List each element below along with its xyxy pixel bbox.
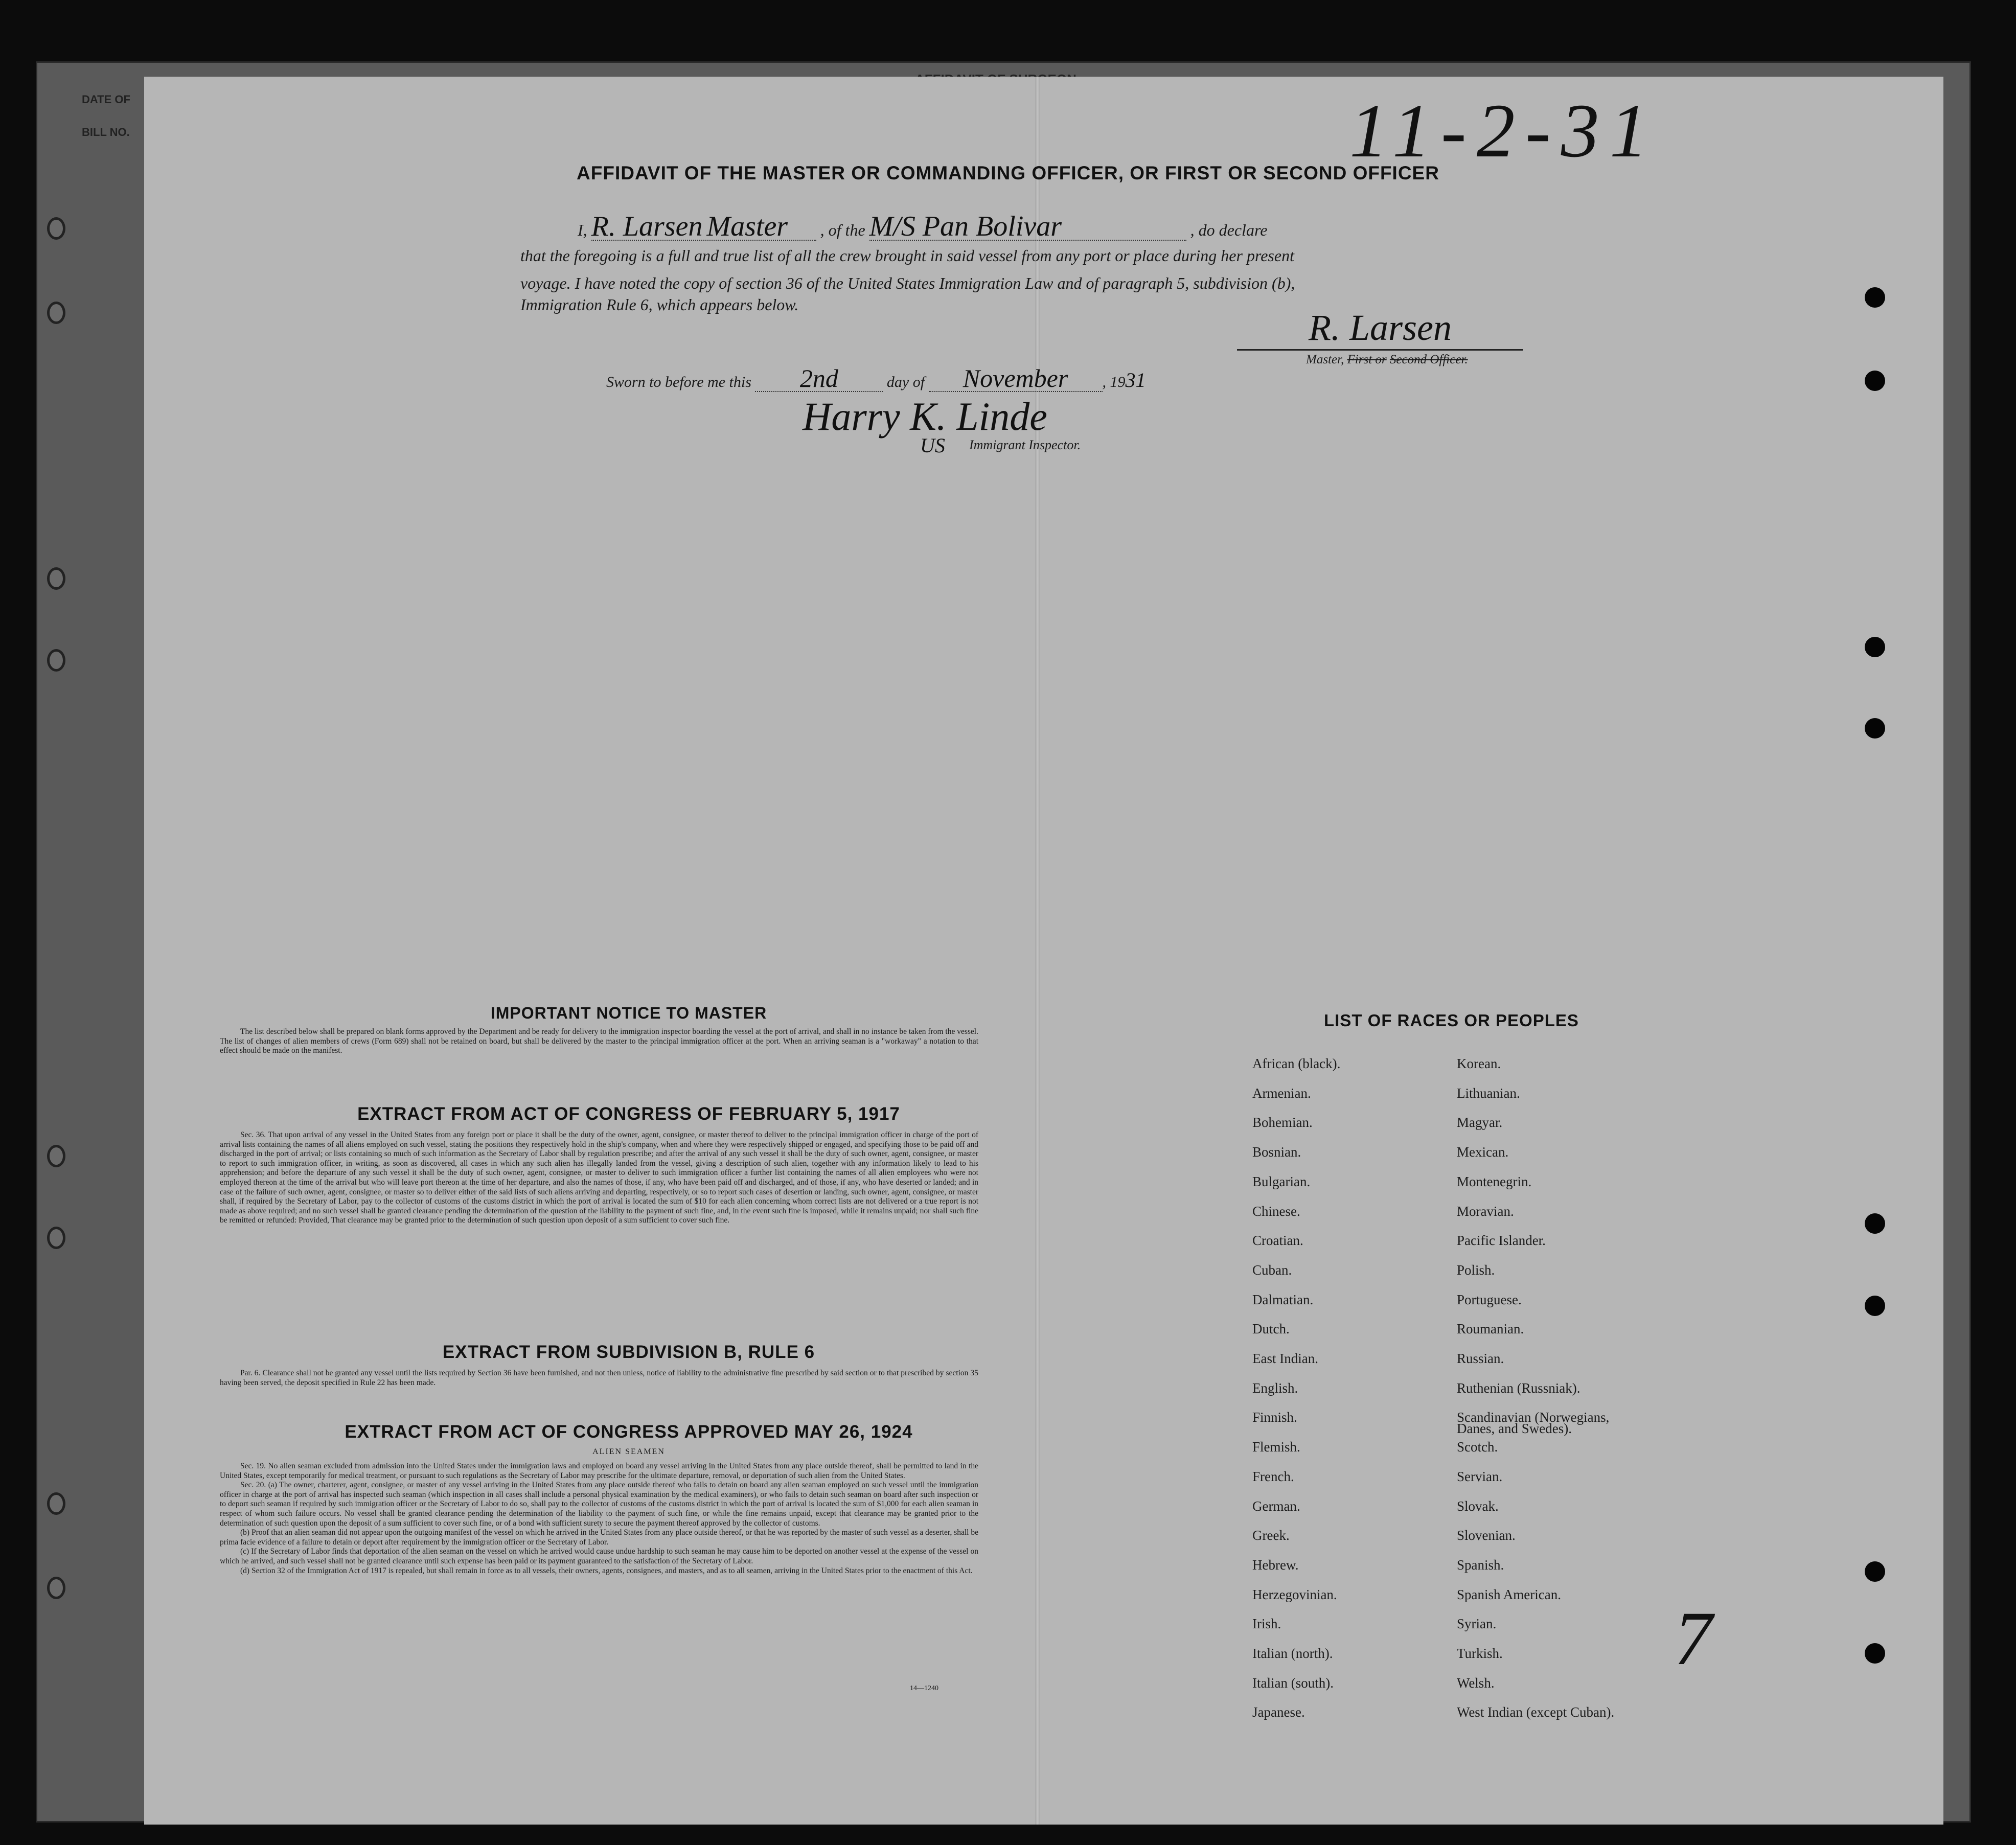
extract-1924-heading: EXTRACT FROM ACT OF CONGRESS APPROVED MAY 26, 1924 bbox=[345, 1422, 913, 1442]
punch-hole bbox=[1865, 1643, 1885, 1664]
master-signature: R. Larsen bbox=[1237, 307, 1523, 351]
race-item: Dalmatian. bbox=[1252, 1292, 1314, 1307]
day-of-label: day of bbox=[886, 374, 925, 390]
underlying-page-label-bill: BILL NO. bbox=[82, 126, 130, 139]
extract-1924-sec20b: (b) Proof that an alien seaman did not appear upon the outgoing manifest of the vessel on which he arrived in the United States from any place outside thereof, or that he was reported by the master of such vessel as a deserter, shall be prima facie evidence of a failure to detain or deport after requirement by the immigration officer or the Secretary of Labor. bbox=[220, 1528, 978, 1547]
underlying-page-label-date: DATE OF bbox=[82, 93, 130, 106]
handwritten-name: R. Larsen bbox=[591, 211, 703, 242]
sworn-label: Sworn to before me this bbox=[606, 374, 751, 390]
second-officer-label: Second Officer. bbox=[1389, 353, 1468, 366]
race-item: Armenian. bbox=[1252, 1086, 1311, 1101]
race-item: Lithuanian. bbox=[1457, 1086, 1520, 1101]
vessel-blank bbox=[869, 211, 1186, 242]
race-item: Spanish. bbox=[1457, 1557, 1504, 1573]
race-item: Herzegovinian. bbox=[1252, 1587, 1337, 1602]
extract-1917-block bbox=[220, 1131, 978, 1226]
punch-hole bbox=[47, 217, 65, 240]
race-item: Servian. bbox=[1457, 1469, 1503, 1484]
extract-1924-subheading: ALIEN SEAMEN bbox=[592, 1447, 665, 1456]
race-item: Turkish. bbox=[1457, 1646, 1503, 1661]
day-blank bbox=[755, 364, 883, 393]
race-item: Magyar. bbox=[1457, 1115, 1503, 1130]
race-item: French. bbox=[1252, 1469, 1294, 1484]
race-item: German. bbox=[1252, 1498, 1300, 1514]
punch-hole bbox=[47, 1492, 65, 1515]
affidavit-line-1 bbox=[578, 211, 1268, 242]
race-item: Polish. bbox=[1457, 1262, 1495, 1278]
punch-hole bbox=[1865, 1561, 1885, 1582]
extract-rule6-block bbox=[220, 1369, 978, 1388]
race-item: Spanish American. bbox=[1457, 1587, 1561, 1602]
race-item: Slovak. bbox=[1457, 1498, 1499, 1514]
race-item: Cuban. bbox=[1252, 1262, 1292, 1278]
extract-1924-block bbox=[220, 1462, 978, 1576]
handwritten-role: Master bbox=[706, 211, 788, 242]
officer-title-label bbox=[1306, 353, 1468, 367]
form-number: 14—1240 bbox=[910, 1685, 938, 1692]
month-blank bbox=[929, 364, 1103, 393]
extract-1924-sec20a: Sec. 20. (a) The owner, charterer, agent, consignee, or master of any vessel arriving in the United States from any place outside thereof who fails to detain on board any alien seaman employed on such vessel until the immigration officer in charge at the port of arrival has inspected such seaman (which inspection in all cases shall include a personal physical examination by the medical examiners), or who fails to detain such seaman on board after such inspection or to deport such seaman if required by such immigration officer or the Secretary of Labor to do so, shall pay to the collector of customs of the customs district in which the port of arrival is located the sum of $1,000 for each alien seaman in respect of whom such failure occurs. No vessel shall be granted clearance pending the determination of the liability to the payment of such fine, or while the fine remains unpaid, except that clearance may be granted prior to the determination of such question upon the deposit of a sum sufficient to cover such fine, or of a bond with sufficient surety to secure the payment thereof approved by the collector of customs. bbox=[220, 1481, 978, 1528]
race-item: West Indian (except Cuban). bbox=[1457, 1704, 1615, 1720]
race-item: Montenegrin. bbox=[1457, 1174, 1532, 1189]
race-item: Italian (north). bbox=[1252, 1646, 1333, 1661]
race-item: Moravian. bbox=[1457, 1204, 1514, 1219]
race-item: Croatian. bbox=[1252, 1233, 1303, 1248]
notice-heading: IMPORTANT NOTICE TO MASTER bbox=[490, 1004, 767, 1022]
fold-line bbox=[1035, 77, 1040, 1825]
inspector-initials: US bbox=[920, 434, 945, 457]
master-label: Master, bbox=[1306, 353, 1344, 366]
punch-hole bbox=[1865, 637, 1885, 657]
handwritten-vessel: M/S Pan Bolivar bbox=[869, 211, 1062, 242]
race-item: Roumanian. bbox=[1457, 1321, 1524, 1336]
race-item: Dutch. bbox=[1252, 1321, 1290, 1336]
race-item: Italian (south). bbox=[1252, 1675, 1334, 1691]
year-prefix: , 19 bbox=[1102, 374, 1126, 390]
extract-1924-sec20d: (d) Section 32 of the Immigration Act of 1917 is repealed, but shall remain in force as to all vessels, their owners, agents, consignees, and masters, and as to all seamen, arriving in the United States prior to the enactment of this Act. bbox=[240, 1566, 973, 1575]
punch-hole bbox=[47, 302, 65, 324]
notice-text-block bbox=[220, 1027, 978, 1056]
margin-mark: 7 bbox=[1674, 1596, 1712, 1681]
race-item: Ruthenian (Russniak). bbox=[1457, 1380, 1580, 1396]
punch-hole bbox=[47, 1227, 65, 1249]
extract-1917-text: Sec. 36. That upon arrival of any vessel in the United States from any foreign port or place it shall be the duty of the owner, agent, consignee, or master thereof to deliver to the principal immigration officer in charge of the port of arrival lists containing the names of all aliens employed on such vessel, stating the positions they respectively hold in the ship's company, when and where they were respectively shipped or engaged, and specifying those to be paid off and discharged in the port of arrival; or lists containing so much of such information as the Secretary of Labor shall by regulation prescribe; and after the arrival of any such vessel it shall be the duty of such owner, agent, consignee, or master to report to such immigration officer, in writing, as soon as discovered, all cases in which any such alien has illegally landed from the vessel, giving a description of such alien, together with any information likely to lead to his apprehension; and before the departure of any such vessel it shall be the duty of such owner, agent, consignee, or master to deliver to such immigration officer a further list containing the names of all alien employees who were not employed thereon at the time of the arrival but who will leave port thereon at the time of her departure, and also the names of those, if any, who have been paid off and discharged, and of those, if any, who have deserted or landed; and in case of the failure of such owner, agent, consignee, or master so to deliver either of the said lists of such aliens arriving and departing, respectively, or so to report such cases of desertion or landing, such owner, agent, consignee, or master shall, if required by the Secretary of Labor, pay to the collector of customs of the customs district in which the port of arrival is located the sum of $10 for each alien concerning whom correct lists are not delivered or a true report is not made as above required; and no such vessel shall be granted clearance pending the determination of the question of the liability to the payment of such fine, and, in the event such fine is imposed, while it remains unpaid; nor shall such fine be remitted or refunded: Provided, That clearance may be granted prior to the determination of such question upon deposit of a sum sufficient to cover such fine. bbox=[220, 1131, 978, 1225]
punch-hole bbox=[1865, 1296, 1885, 1316]
punch-hole bbox=[1865, 1213, 1885, 1234]
of-the-label: , of the bbox=[820, 221, 865, 239]
affidavit-line-4: Immigration Rule 6, which appears below. bbox=[520, 295, 799, 314]
punch-hole bbox=[1865, 718, 1885, 739]
race-item: Chinese. bbox=[1252, 1204, 1300, 1219]
race-item: Syrian. bbox=[1457, 1616, 1497, 1631]
extract-rule6-heading: EXTRACT FROM SUBDIVISION B, RULE 6 bbox=[442, 1342, 815, 1362]
affidavit-line-2: that the foregoing is a full and true list of all the crew brought in said vessel from any port or place during her present bbox=[520, 246, 1294, 265]
handwritten-date: 11-2-31 bbox=[1349, 88, 1658, 173]
name-blank bbox=[591, 211, 816, 242]
race-item: Greek. bbox=[1252, 1528, 1290, 1543]
race-item: Japanese. bbox=[1252, 1704, 1305, 1720]
extract-1924-sec20c: (c) If the Secretary of Labor finds that deportation of the alien seaman on the vessel on which he arrived would cause undue hardship to such seaman he may cause him to be deported on another vessel at the expense of the vessel on which he arrived, and such vessel shall not be granted clearance until such expense has been paid or its payment guaranteed to the satisfaction of the Secretary of Labor. bbox=[220, 1547, 978, 1565]
punch-hole bbox=[47, 567, 65, 590]
race-item: East Indian. bbox=[1252, 1351, 1318, 1366]
first-or-label: First or bbox=[1347, 353, 1387, 366]
race-item: Flemish. bbox=[1252, 1439, 1300, 1455]
inspector-signature: Harry K. Linde bbox=[803, 394, 1047, 439]
race-item: Mexican. bbox=[1457, 1144, 1509, 1160]
race-item: Pacific Islander. bbox=[1457, 1233, 1546, 1248]
race-item: Finnish. bbox=[1252, 1410, 1297, 1425]
extract-1924-sec19: Sec. 19. No alien seaman excluded from admission into the United States under the immigration laws and employed on board any vessel arriving in the United States from any place outside thereof, shall be permitted to land in the United States, except temporarily for medical treatment, or pursuant to such regulations as the Secretary of Labor may prescribe for the ultimate departure, removal, or deportation of such alien from the United States. bbox=[220, 1462, 978, 1480]
race-item: Bosnian. bbox=[1252, 1144, 1301, 1160]
race-item-scandinavian-cont: Danes, and Swedes). bbox=[1457, 1421, 1572, 1436]
punch-hole bbox=[47, 1145, 65, 1167]
race-item: Scandinavian (Norwegians, bbox=[1457, 1410, 1610, 1425]
race-item: Slovenian. bbox=[1457, 1528, 1516, 1543]
extract-1917-heading: EXTRACT FROM ACT OF CONGRESS OF FEBRUARY 5, 1917 bbox=[357, 1104, 900, 1124]
race-item: Russian. bbox=[1457, 1351, 1504, 1366]
affidavit-line-3: voyage. I have noted the copy of section 36 of the United States Immigration Law and of paragraph 5, subdivision (b), bbox=[520, 274, 1295, 292]
race-item: Irish. bbox=[1252, 1616, 1281, 1631]
punch-hole bbox=[1865, 287, 1885, 308]
race-item: Bulgarian. bbox=[1252, 1174, 1311, 1189]
race-item: African (black). bbox=[1252, 1056, 1341, 1071]
race-item: English. bbox=[1252, 1380, 1298, 1396]
do-declare-label: , do declare bbox=[1190, 221, 1268, 239]
races-heading: LIST OF RACES OR PEOPLES bbox=[1324, 1011, 1579, 1030]
punch-hole bbox=[47, 1577, 65, 1599]
notice-text: The list described below shall be prepared on blank forms approved by the Department and be ready for delivery to the immigration inspector boarding the vessel at the port of arrival, and shall in no instance be taken from the vessel. The list of changes of alien members of crews (Form 689) shall not be retained on board, but shall be delivered by the master to the principal immigration officer at the port. When an arriving seaman is a "workaway" a notation to that effect should be made on the manifest. bbox=[220, 1027, 978, 1055]
extract-rule6-text: Par. 6. Clearance shall not be granted any vessel until the lists required by Section 36 have been furnished, and not then unless, notice of liability to the administrative fine prescribed by said section or to that prescribed by section 35 having been served, the deposit specified in Rule 22 has been made. bbox=[220, 1369, 978, 1387]
punch-hole bbox=[1865, 371, 1885, 391]
race-item: Portuguese. bbox=[1457, 1292, 1522, 1307]
race-item: Bohemian. bbox=[1252, 1115, 1313, 1130]
inspector-label: Immigrant Inspector. bbox=[969, 437, 1081, 452]
race-item: Hebrew. bbox=[1252, 1557, 1299, 1573]
race-item: Welsh. bbox=[1457, 1675, 1495, 1691]
race-item: Scotch. bbox=[1457, 1439, 1498, 1455]
affidavit-heading: AFFIDAVIT OF THE MASTER OR COMMANDING OFFICER, OR FIRST OR SECOND OFFICER bbox=[577, 163, 1439, 183]
handwritten-day: 2nd bbox=[799, 364, 838, 393]
handwritten-month: November bbox=[963, 364, 1068, 393]
handwritten-year: 31 bbox=[1125, 368, 1146, 391]
i-label: I, bbox=[578, 221, 587, 239]
sworn-line bbox=[606, 364, 1146, 393]
punch-hole bbox=[47, 649, 65, 672]
race-item: Korean. bbox=[1457, 1056, 1501, 1071]
